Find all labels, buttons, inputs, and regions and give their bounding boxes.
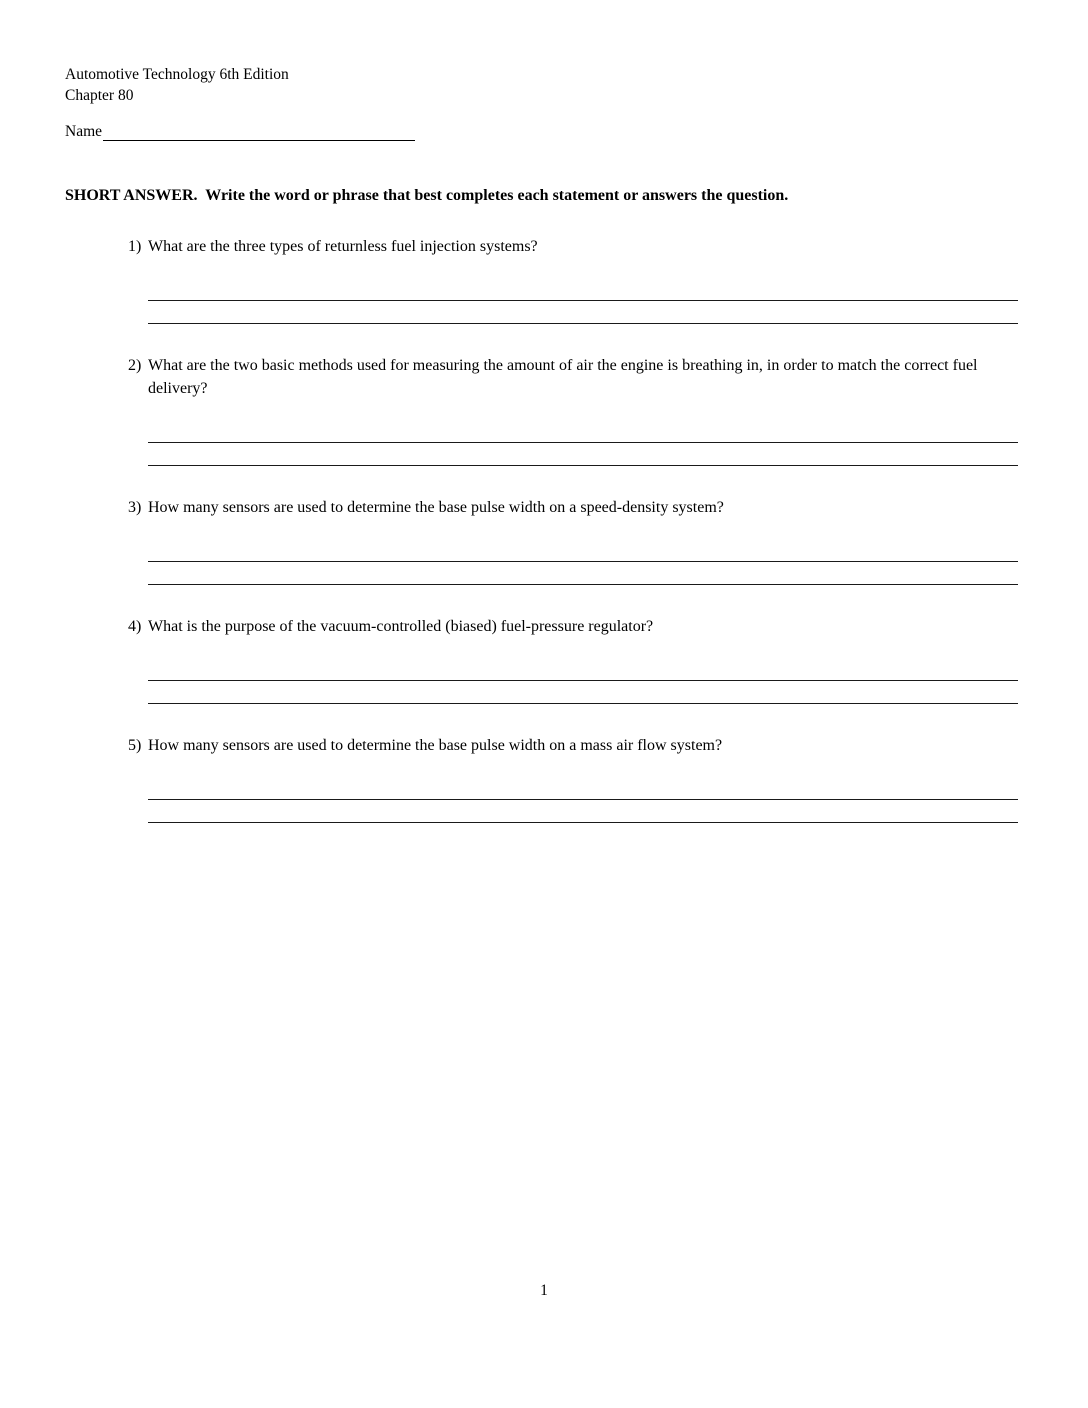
question-text: How many sensors are used to determine the base pulse width on a mass air flow system? — [148, 737, 723, 754]
answer-line — [148, 442, 1018, 443]
question-text: What are the two basic methods used for measuring the amount of air the engine is breathing in, in order to match the correct fuel delivery? — [148, 357, 978, 397]
question-block-4 — [128, 615, 1018, 704]
question-number: 2) — [128, 357, 142, 374]
question-text-row — [128, 496, 1018, 519]
answer-line — [148, 703, 1018, 704]
name-field-row — [65, 123, 1018, 141]
question-text-row — [128, 235, 1018, 258]
answer-line — [148, 561, 1018, 562]
answer-line — [148, 822, 1018, 823]
answer-line — [148, 323, 1018, 324]
question-text: What are the three types of returnless fuel injection systems? — [148, 238, 538, 255]
document-title: Automotive Technology 6th Edition — [65, 66, 289, 83]
document-header — [65, 64, 1018, 106]
name-blank-line — [103, 124, 415, 141]
question-block-2 — [128, 354, 1018, 466]
section-instructions: SHORT ANSWER. Write the word or phrase that best completes each statement or answers the question. — [65, 187, 789, 204]
question-text: What is the purpose of the vacuum-controlled (biased) fuel-pressure regulator? — [148, 618, 654, 635]
chapter-label: Chapter 80 — [65, 87, 134, 104]
question-text: How many sensors are used to determine the base pulse width on a speed-density system? — [148, 499, 724, 516]
question-number: 5) — [128, 737, 142, 754]
answer-line — [148, 584, 1018, 585]
question-text-row — [128, 615, 1018, 638]
question-text-row — [128, 734, 1018, 757]
page-number: 1 — [540, 1282, 548, 1299]
answer-line — [148, 799, 1018, 800]
question-block-3 — [128, 496, 1018, 585]
question-block-5 — [128, 734, 1018, 823]
answer-line — [148, 680, 1018, 681]
name-label: Name — [65, 123, 103, 140]
question-number: 1) — [128, 238, 142, 255]
question-text-row — [128, 354, 1018, 400]
question-number: 4) — [128, 618, 142, 635]
question-block-1 — [128, 235, 1018, 324]
answer-line — [148, 465, 1018, 466]
question-number: 3) — [128, 499, 142, 516]
answer-line — [148, 300, 1018, 301]
